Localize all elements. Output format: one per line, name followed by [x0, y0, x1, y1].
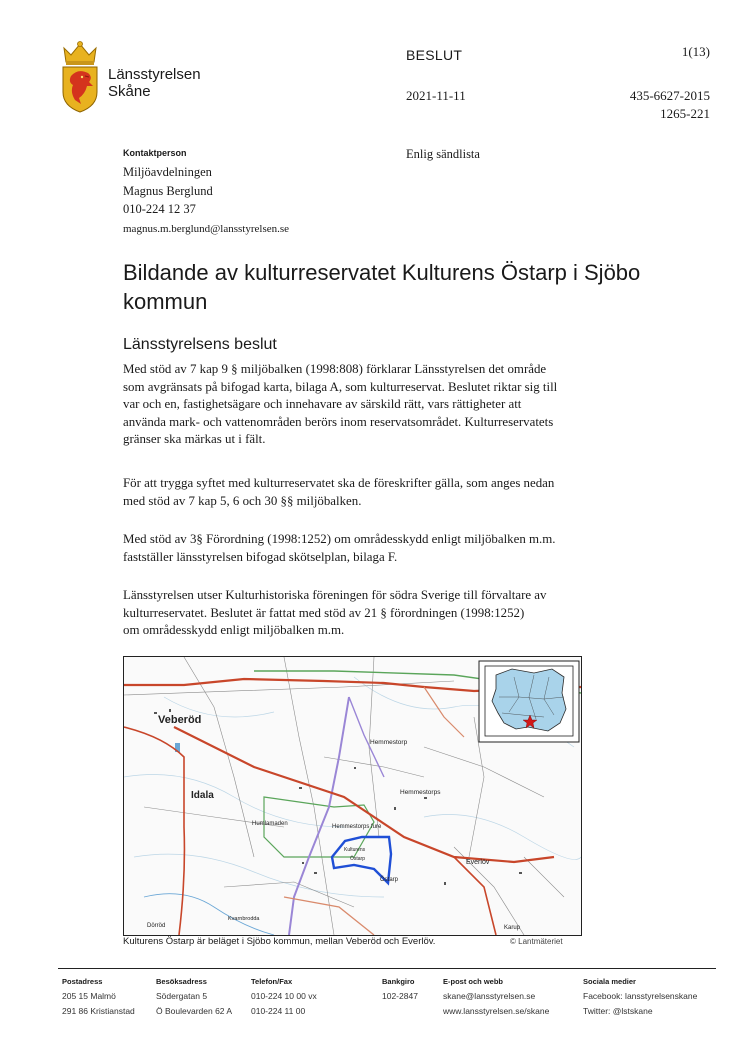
footer-postal-line-1: 205 15 Malmö [62, 991, 116, 1001]
paragraph-1 [123, 361, 643, 449]
footer-visit-heading: Besöksadress [156, 977, 207, 986]
contact-name: Magnus Berglund [123, 184, 213, 198]
paragraph-line: med stöd av 7 kap 5, 6 och 30 §§ miljöbalken. [123, 493, 362, 508]
coat-of-arms-logo [58, 40, 102, 114]
paragraph-line: För att trygga syftet med kulturreservatet ska de föreskrifter gälla, som anges nedan [123, 476, 555, 490]
contact-phone: 010-224 12 37 [123, 202, 196, 216]
paragraph-line: Med stöd av 3§ Förordning (1998:1252) om områdesskydd enligt miljöbalken m.m. [123, 532, 556, 546]
footer-phone-line-2: 010-224 11 00 [251, 1006, 306, 1016]
footer-bankgiro-heading: Bankgiro [382, 977, 415, 986]
map-caption: Kulturens Östarp är beläget i Sjöbo kommun, mellan Veberöd och Everlöv. [123, 936, 436, 947]
document-type: BESLUT [406, 47, 463, 63]
paragraph-line: kulturreservatet. Beslutet är fattat med stöd av 21 § förordningen (1998:1252) [123, 605, 525, 620]
paragraph-line: gränser ska märkas ut i fält. [123, 432, 266, 447]
location-map-svg [124, 657, 581, 935]
footer-email-heading: E-post och webb [443, 977, 503, 986]
inset-map-skane [479, 661, 579, 742]
map-label-ostarp: Östarp [380, 877, 399, 883]
page-number: 1(13) [681, 44, 710, 59]
map-label-everlov: Everlöv [466, 859, 490, 866]
map-label-veberod: Veberöd [158, 714, 202, 726]
map-label-karup: Karup [504, 925, 521, 931]
org-name-line-2: Skåne [108, 83, 151, 100]
footer-bankgiro-line-1: 102-2847 [382, 991, 418, 1001]
document-date: 2021-11-11 [406, 88, 466, 103]
footer-divider [58, 968, 716, 969]
map-label-hemmestorp: Hemmestorp [370, 739, 408, 746]
footer-email-link[interactable]: skane@lansstyrelsen.se [443, 991, 536, 1001]
footer-facebook-link[interactable]: Facebook: lansstyrelsenskane [583, 991, 698, 1001]
footer-visit-line-1: Södergatan 5 [156, 991, 208, 1001]
footer-postal-line-2: 291 86 Kristianstad [62, 1006, 135, 1016]
map-credit: © Lantmäteriet [510, 937, 563, 946]
paragraph-2 [123, 475, 643, 510]
contact-department: Miljöavdelningen [123, 165, 212, 179]
recipient-note: Enlig sändlista [406, 147, 480, 161]
contact-label: Kontaktperson [123, 148, 187, 158]
map-label-kulturens: Kulturens [344, 847, 366, 853]
map-label-hemmestorps-fure: Hemmestorps fure [332, 824, 382, 830]
paragraph-4 [123, 587, 643, 640]
paragraph-line: om områdesskydd enligt miljöbalken m.m. [123, 623, 345, 638]
footer-social-heading: Sociala medier [583, 977, 636, 986]
paragraph-line: Länsstyrelsen utser Kulturhistoriska föreningen för södra Sverige till förvaltare av [123, 588, 547, 602]
footer-web-link[interactable]: www.lansstyrelsen.se/skane [443, 1006, 550, 1016]
reference-number-2: 1265-221 [660, 106, 710, 121]
paragraph-line: fastställer länsstyrelsen bifogad skötselplan, bilaga F. [123, 549, 398, 564]
map-label-idala: Idala [191, 790, 214, 801]
footer-postal-heading: Postadress [62, 977, 103, 986]
document-title: Bildande av kulturreservatet Kulturens Östarp i Sjöbo kommun [123, 260, 641, 314]
footer-twitter-link[interactable]: Twitter: @lstskane [583, 1006, 653, 1016]
map-label-hemmestorps: Hemmestorps [400, 789, 441, 796]
paragraph-line: Med stöd av 7 kap 9 § miljöbalken (1998:808) förklarar Länsstyrelsen det område [123, 362, 547, 376]
paragraph-line: var och en, fastighetsägare och innehavare av särskild rätt, vars rättigheter att [123, 397, 522, 412]
reference-number-1: 435-6627-2015 [629, 88, 710, 103]
map-label-dorrod: Dörröd [147, 923, 166, 929]
footer-phone-line-1: 010-224 10 00 vx [251, 991, 317, 1001]
map-label-humlamaden: Humlamaden [252, 821, 288, 827]
section-heading: Länsstyrelsens beslut [123, 336, 277, 353]
contact-email: magnus.m.berglund@lansstyrelsen.se [123, 223, 290, 235]
footer-visit-line-2: Ö Boulevarden 62 A [156, 1006, 233, 1016]
map-label-kvarnbrodda: Kvarnbrodda [228, 916, 260, 922]
org-name-line-1: Länsstyrelsen [108, 66, 201, 83]
paragraph-line: använda mark- och vattenområden berörs inom reservatsområdet. Kulturreservatets [123, 414, 554, 429]
footer-phone-heading: Telefon/Fax [251, 977, 293, 986]
location-map [123, 656, 582, 936]
map-label-kulturens-ostarp: Östarp [350, 856, 366, 862]
paragraph-line: som avgränsats på bifogad karta, bilaga A, som kulturreservat. Beslutet riktar sig till [123, 379, 558, 394]
paragraph-3 [123, 531, 643, 566]
